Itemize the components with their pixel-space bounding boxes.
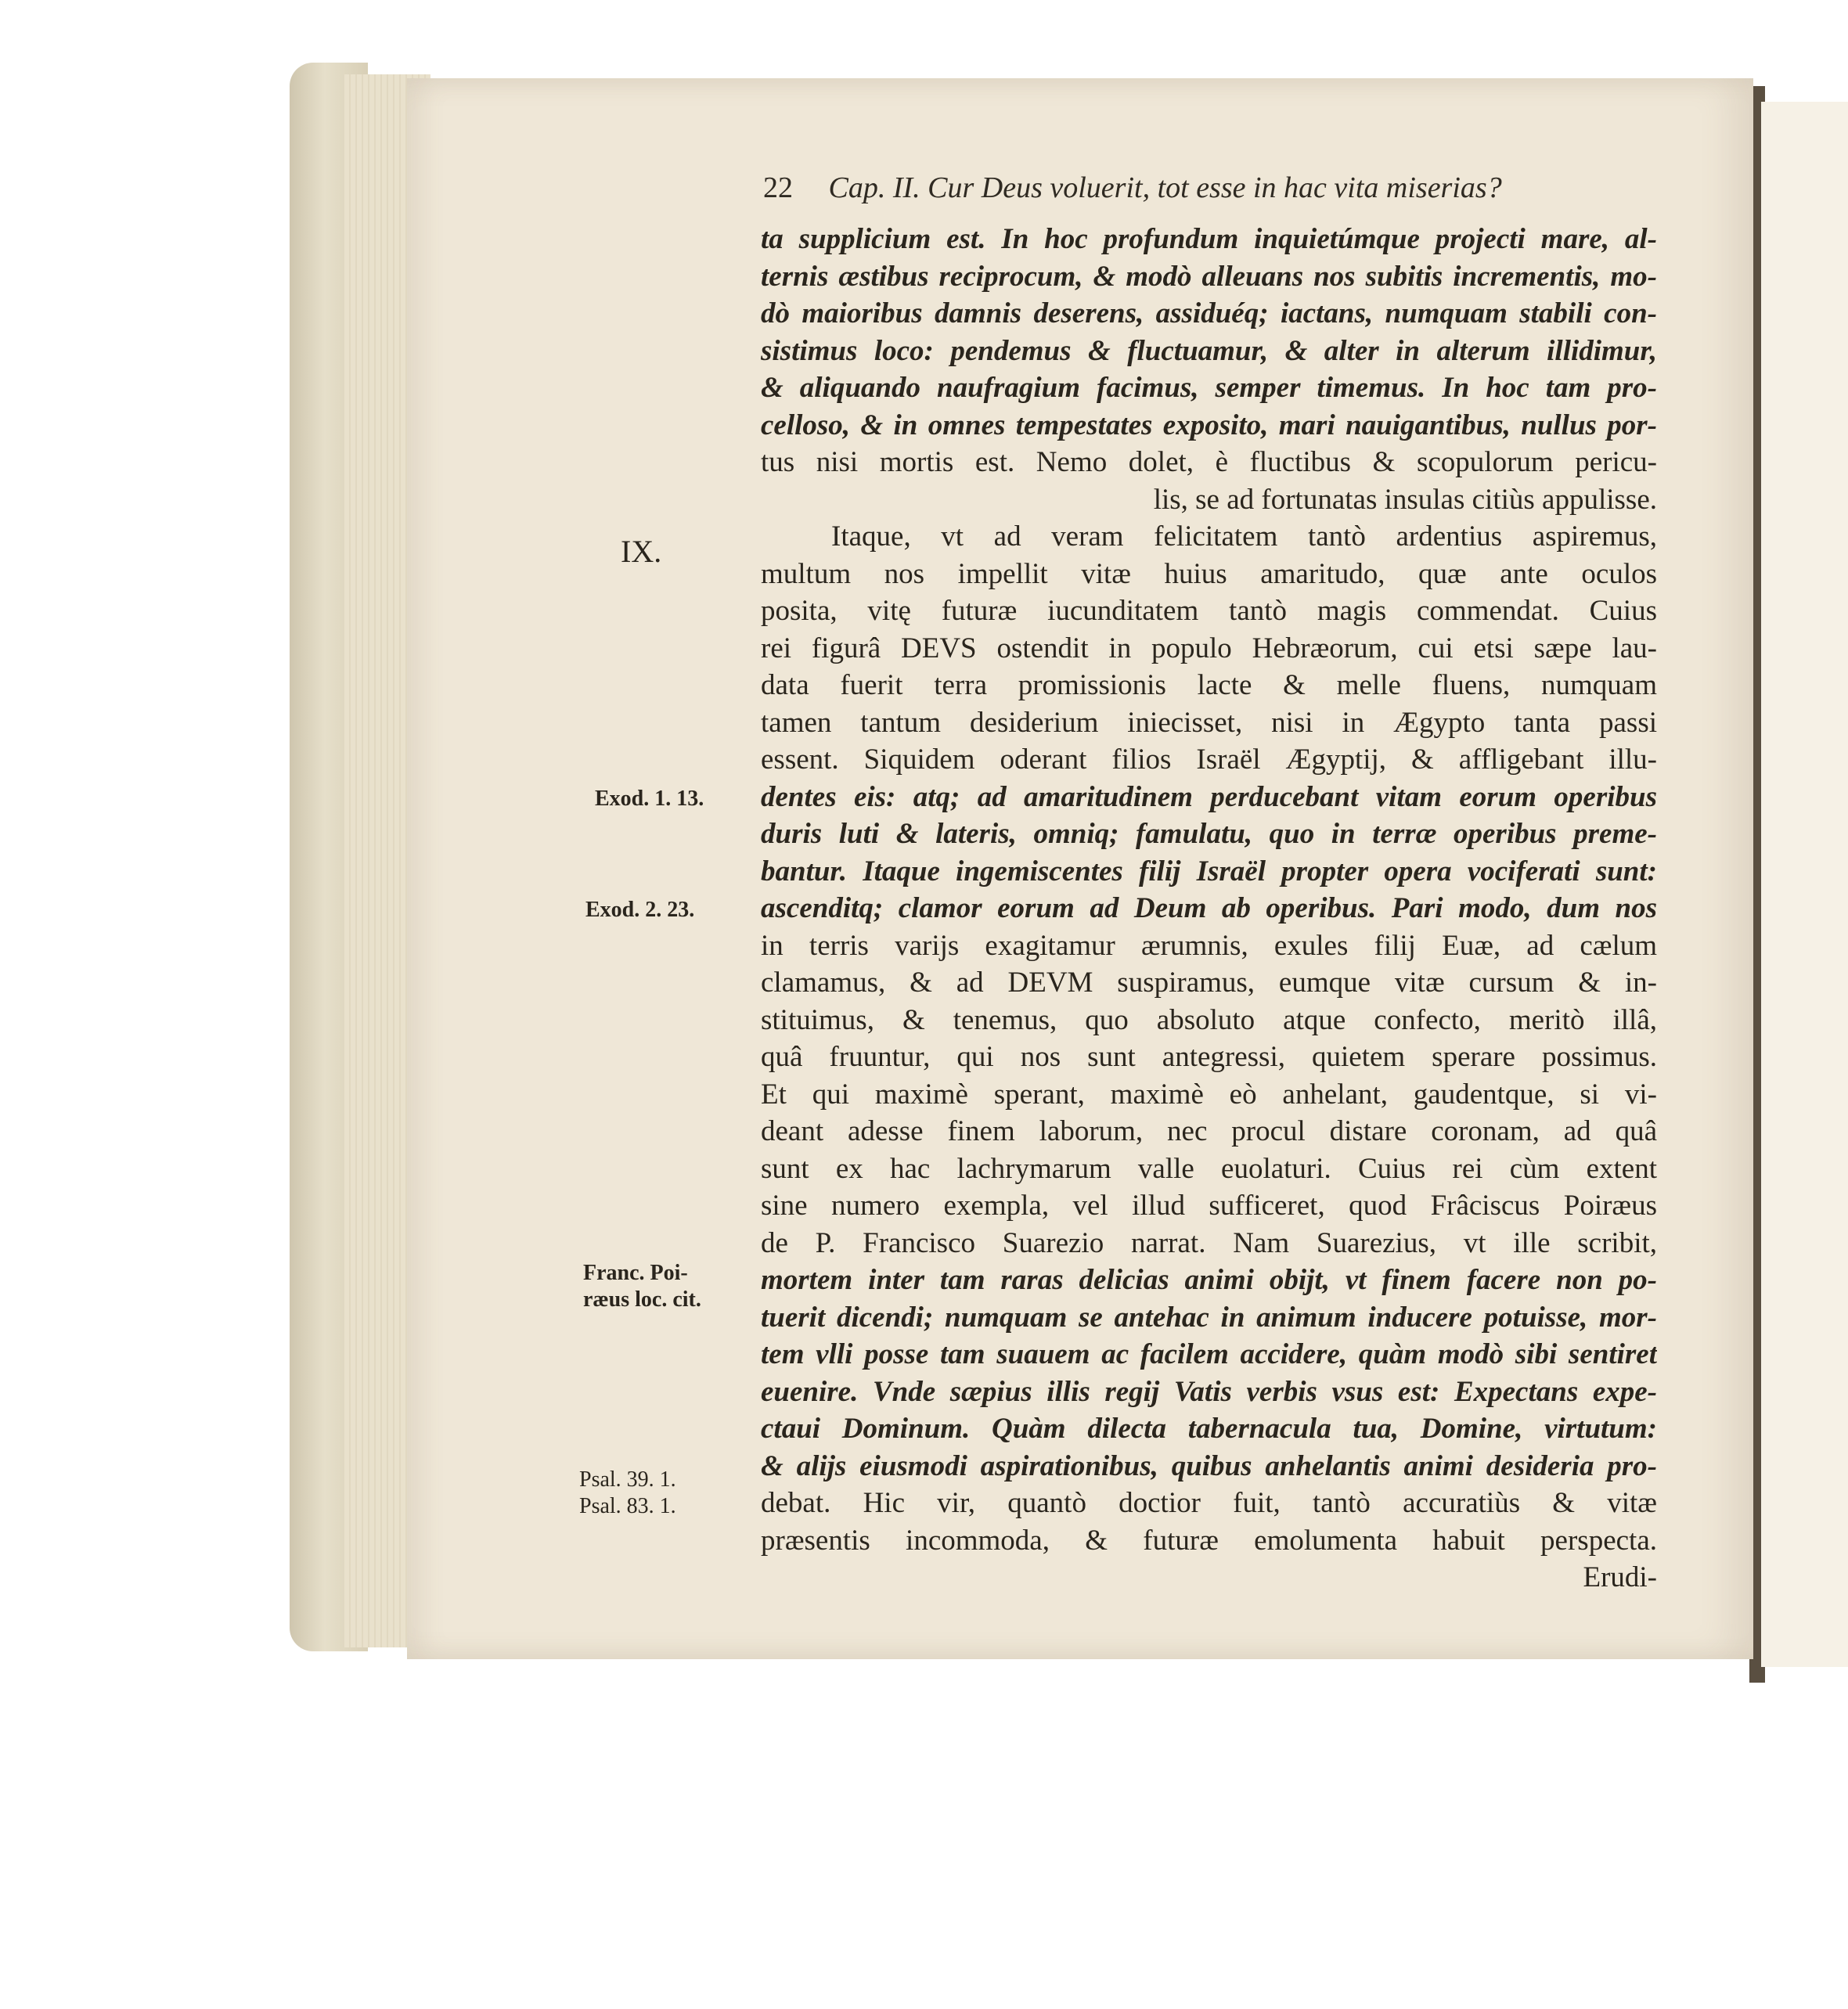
page-number: 22 [763, 171, 793, 204]
margin-section-number: IX. [621, 534, 662, 569]
text-line: ternis æstibus reciprocum, & modò alleuans nos subitis incrementis, mo- [761, 260, 1657, 293]
text-line: Erudi- [1583, 1561, 1657, 1593]
text-line: debat. Hic vir, quantò doctior fuit, tantò accuratiùs & vitæ [761, 1487, 1657, 1519]
text-line: ascenditq; clamor eorum ad Deum ab operibus. Pari modo, dum nos [761, 892, 1657, 924]
text-line: deant adesse finem laborum, nec procul distare coronam, ad quâ [761, 1115, 1657, 1147]
text-line: dò maioribus damnis deserens, assiduéq; iactans, numquam stabili con- [761, 297, 1657, 329]
text-line: ta supplicium est. In hoc profundum inquietúmque projecti mare, al- [761, 223, 1657, 255]
text-line: data fuerit terra promissionis lacte & melle fluens, numquam [761, 669, 1657, 701]
text-line: lis, se ad fortunatas insulas citiùs appulisse. [1153, 483, 1657, 516]
margin-note-psal-1: Psal. 39. 1. [579, 1467, 676, 1492]
text-line: sine numero exempla, vel illud sufficeret, quod Frâciscus Poiræus [761, 1190, 1657, 1222]
text-line: mortem inter tam raras delicias animi obijt, vt finem facere non po- [761, 1264, 1657, 1296]
text-line: Itaque, vt ad veram felicitatem tantò ardentius aspiremus, [831, 520, 1657, 553]
text-line: tus nisi mortis est. Nemo dolet, è fluctibus & scopulorum pericu- [761, 446, 1657, 478]
running-title: Cap. II. Cur Deus voluerit, tot esse in hac vita miserias? [828, 171, 1502, 204]
running-header [763, 171, 1640, 205]
text-line: multum nos impellit vitæ huius amaritudo, quæ ante oculos [761, 557, 1657, 590]
text-line: rei figurâ DEVS ostendit in populo Hebræorum, cui etsi sæpe lau- [761, 632, 1657, 664]
margin-note-exod-1: Exod. 1. 13. [595, 787, 704, 811]
text-line: quâ fruuntur, qui nos sunt antegressi, quietem sperare possimus. [761, 1041, 1657, 1073]
text-line: ctaui Dominum. Quàm dilecta tabernacula tua, Domine, virtutum: [761, 1413, 1657, 1445]
text-line: sunt ex hac lachrymarum valle euolaturi. Cuius rei cùm extent [761, 1152, 1657, 1185]
text-line: tamen tantum desiderium iniecisset, nisi in Ægypto tanta passi [761, 706, 1657, 739]
text-line: stituimus, & tenemus, quo absoluto atque confecto, meritò illâ, [761, 1003, 1657, 1036]
text-line: essent. Siquidem oderant filios Israël Ægyptij, & affligebant illu- [761, 743, 1657, 776]
text-line: bantur. Itaque ingemiscentes filij Israël propter opera vociferati sunt: [761, 855, 1657, 887]
text-line: celloso, & in omnes tempestates exposito, mari nauigantibus, nullus por- [761, 409, 1657, 441]
text-line: tem vlli posse tam suauem ac facilem accidere, quàm modò sibi sentiret [761, 1338, 1657, 1370]
text-line: euenire. Vnde sæpius illis regij Vatis verbis vsus est: Expectans expe- [761, 1375, 1657, 1408]
text-line: sistimus loco: pendemus & fluctuamur, & alter in alterum illidimur, [761, 334, 1657, 367]
text-line: & alijs eiusmodi aspirationibus, quibus anhelantis animi desideria pro- [761, 1449, 1657, 1482]
body-text [761, 221, 1657, 1597]
text-line: in terris varijs exagitamur ærumnis, exules filij Euæ, ad cælum [761, 929, 1657, 962]
text-line: posita, vitę futuræ iucunditatem tantò magis commendat. Cuius [761, 595, 1657, 627]
text-line: de P. Francisco Suarezio narrat. Nam Suarezius, vt ille scribit, [761, 1226, 1657, 1259]
margin-note-psal-2: Psal. 83. 1. [579, 1494, 676, 1518]
margin-note-exod-2: Exod. 2. 23. [585, 898, 695, 922]
margin-note-franc-1: Franc. Poi- [583, 1261, 688, 1285]
text-line: duris luti & lateris, omniq; famulatu, quo in terræ operibus preme- [761, 818, 1657, 850]
facing-page [1761, 102, 1848, 1667]
text-line: clamamus, & ad DEVM suspiramus, eumque vitæ cursum & in- [761, 967, 1657, 999]
text-line: dentes eis: atq; ad amaritudinem perducebant vitam eorum operibus [761, 780, 1657, 813]
text-line: præsentis incommoda, & futuræ emolumenta habuit perspecta. [761, 1524, 1657, 1557]
text-line: tuerit dicendi; numquam se antehac in animum inducere potuisse, mor- [761, 1301, 1657, 1334]
text-line: & aliquando naufragium facimus, semper timemus. In hoc tam pro- [761, 372, 1657, 404]
margin-note-franc-2: ræus loc. cit. [583, 1287, 701, 1312]
text-line: Et qui maximè sperant, maximè eò anhelant, gaudentque, si vi- [761, 1078, 1657, 1111]
